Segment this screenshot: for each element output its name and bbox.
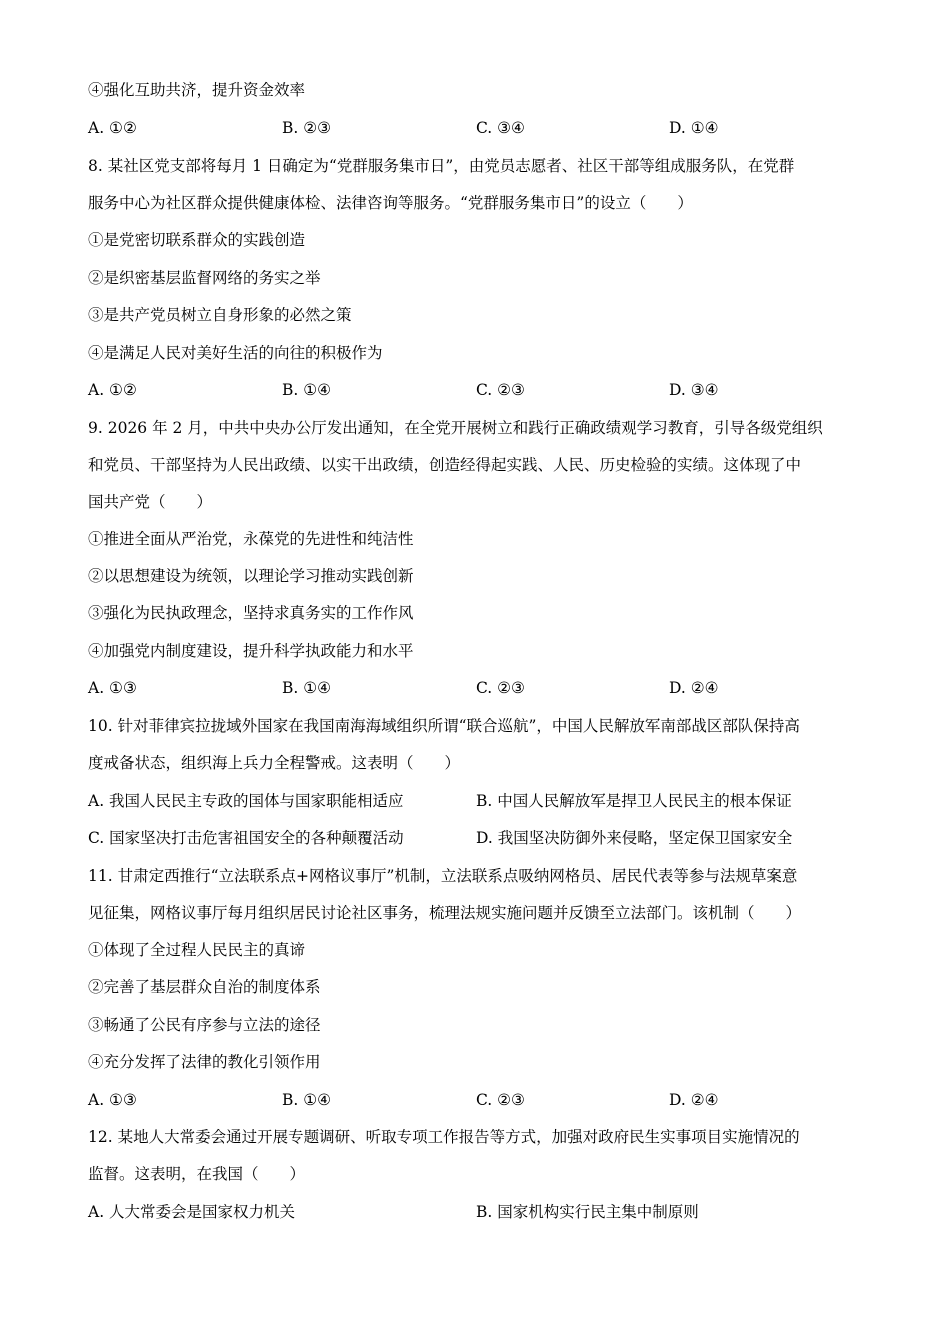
q9-option-c: C. ②③: [476, 679, 525, 697]
q9-item-4: ④加强党内制度建设，提升科学执政能力和水平: [88, 642, 414, 660]
q9-stem-line-3: 国共产党（ ）: [88, 493, 213, 511]
q8-option-a: A. ①②: [88, 381, 137, 399]
q10-option-c: C. 国家坚决打击危害祖国安全的各种颠覆活动: [88, 829, 404, 847]
q11-option-d: D. ②④: [669, 1091, 719, 1109]
q9-item-3: ③强化为民执政理念，坚持求真务实的工作作风: [88, 604, 414, 622]
q7-option-d: D. ①④: [669, 119, 719, 137]
q10-option-d: D. 我国坚决防御外来侵略，坚定保卫国家安全: [476, 829, 793, 847]
q10-stem-line-1: 10. 针对菲律宾拉拢域外国家在我国南海海域组织所谓“联合巡航”，中国人民解放军南部战区部队保持高: [88, 717, 800, 735]
q11-item-4: ④充分发挥了法律的教化引领作用: [88, 1053, 321, 1071]
q12-stem-line-2: 监督。这表明，在我国（ ）: [88, 1165, 306, 1183]
q8-option-d: D. ③④: [669, 381, 719, 399]
q12-option-b: B. 国家机构实行民主集中制原则: [476, 1203, 699, 1221]
q12-option-a: A. 人大常委会是国家权力机关: [88, 1203, 296, 1221]
q8-stem-line-2: 服务中心为社区群众提供健康体检、法律咨询等服务。“党群服务集市日”的设立（ ）: [88, 194, 693, 212]
q8-option-b: B. ①④: [282, 381, 332, 399]
q8-item-4: ④是满足人民对美好生活的向往的积极作为: [88, 344, 383, 362]
q11-option-b: B. ①④: [282, 1091, 332, 1109]
q10-option-a: A. 我国人民民主专政的国体与国家职能相适应: [88, 792, 404, 810]
q12-stem-line-1: 12. 某地人大常委会通过开展专题调研、听取专项工作报告等方式，加强对政府民生实事项目实施情况的: [88, 1128, 800, 1146]
q8-stem-line-1: 8. 某社区党支部将每月 1 日确定为“党群服务集市日”，由党员志愿者、社区干部等组成服务队，在党群: [88, 157, 795, 175]
q9-item-1: ①推进全面从严治党，永葆党的先进性和纯洁性: [88, 530, 414, 548]
q9-stem-line-2: 和党员、干部坚持为人民出政绩、以实干出政绩，创造经得起实践、人民、历史检验的实绩。这体现了中: [88, 456, 802, 474]
q7-option-a: A. ①②: [88, 119, 137, 137]
q9-stem-line-1: 9. 2026 年 2 月，中共中央办公厅发出通知，在全党开展树立和践行正确政绩观学习教育，引导各级党组织: [88, 419, 823, 437]
q8-item-1: ①是党密切联系群众的实践创造: [88, 231, 306, 249]
q9-option-d: D. ②④: [669, 679, 719, 697]
q8-item-3: ③是共产党员树立自身形象的必然之策: [88, 306, 352, 324]
q9-item-2: ②以思想建设为统领，以理论学习推动实践创新: [88, 567, 414, 585]
q8-option-c: C. ②③: [476, 381, 525, 399]
q7-option-c: C. ③④: [476, 119, 525, 137]
q10-option-b: B. 中国人民解放军是捍卫人民民主的根本保证: [476, 792, 792, 810]
q11-option-c: C. ②③: [476, 1091, 525, 1109]
q8-item-2: ②是织密基层监督网络的务实之举: [88, 269, 321, 287]
q9-option-a: A. ①③: [88, 679, 137, 697]
q9-option-b: B. ①④: [282, 679, 332, 697]
q11-stem-line-1: 11. 甘肃定西推行“立法联系点+网格议事厅”机制，立法联系点吸纳网格员、居民代表等参与法规草案意: [88, 867, 798, 885]
q11-stem-line-2: 见征集，网格议事厅每月组织居民讨论社区事务，梳理法规实施问题并反馈至立法部门。该机制（ ）: [88, 904, 802, 922]
q11-option-a: A. ①③: [88, 1091, 137, 1109]
q7-item-4: ④强化互助共济，提升资金效率: [88, 81, 306, 99]
q10-stem-line-2: 度戒备状态，组织海上兵力全程警戒。这表明（ ）: [88, 754, 461, 772]
q7-option-b: B. ②③: [282, 119, 332, 137]
q11-item-3: ③畅通了公民有序参与立法的途径: [88, 1016, 321, 1034]
q11-item-1: ①体现了全过程人民民主的真谛: [88, 941, 306, 959]
q11-item-2: ②完善了基层群众自治的制度体系: [88, 978, 321, 996]
